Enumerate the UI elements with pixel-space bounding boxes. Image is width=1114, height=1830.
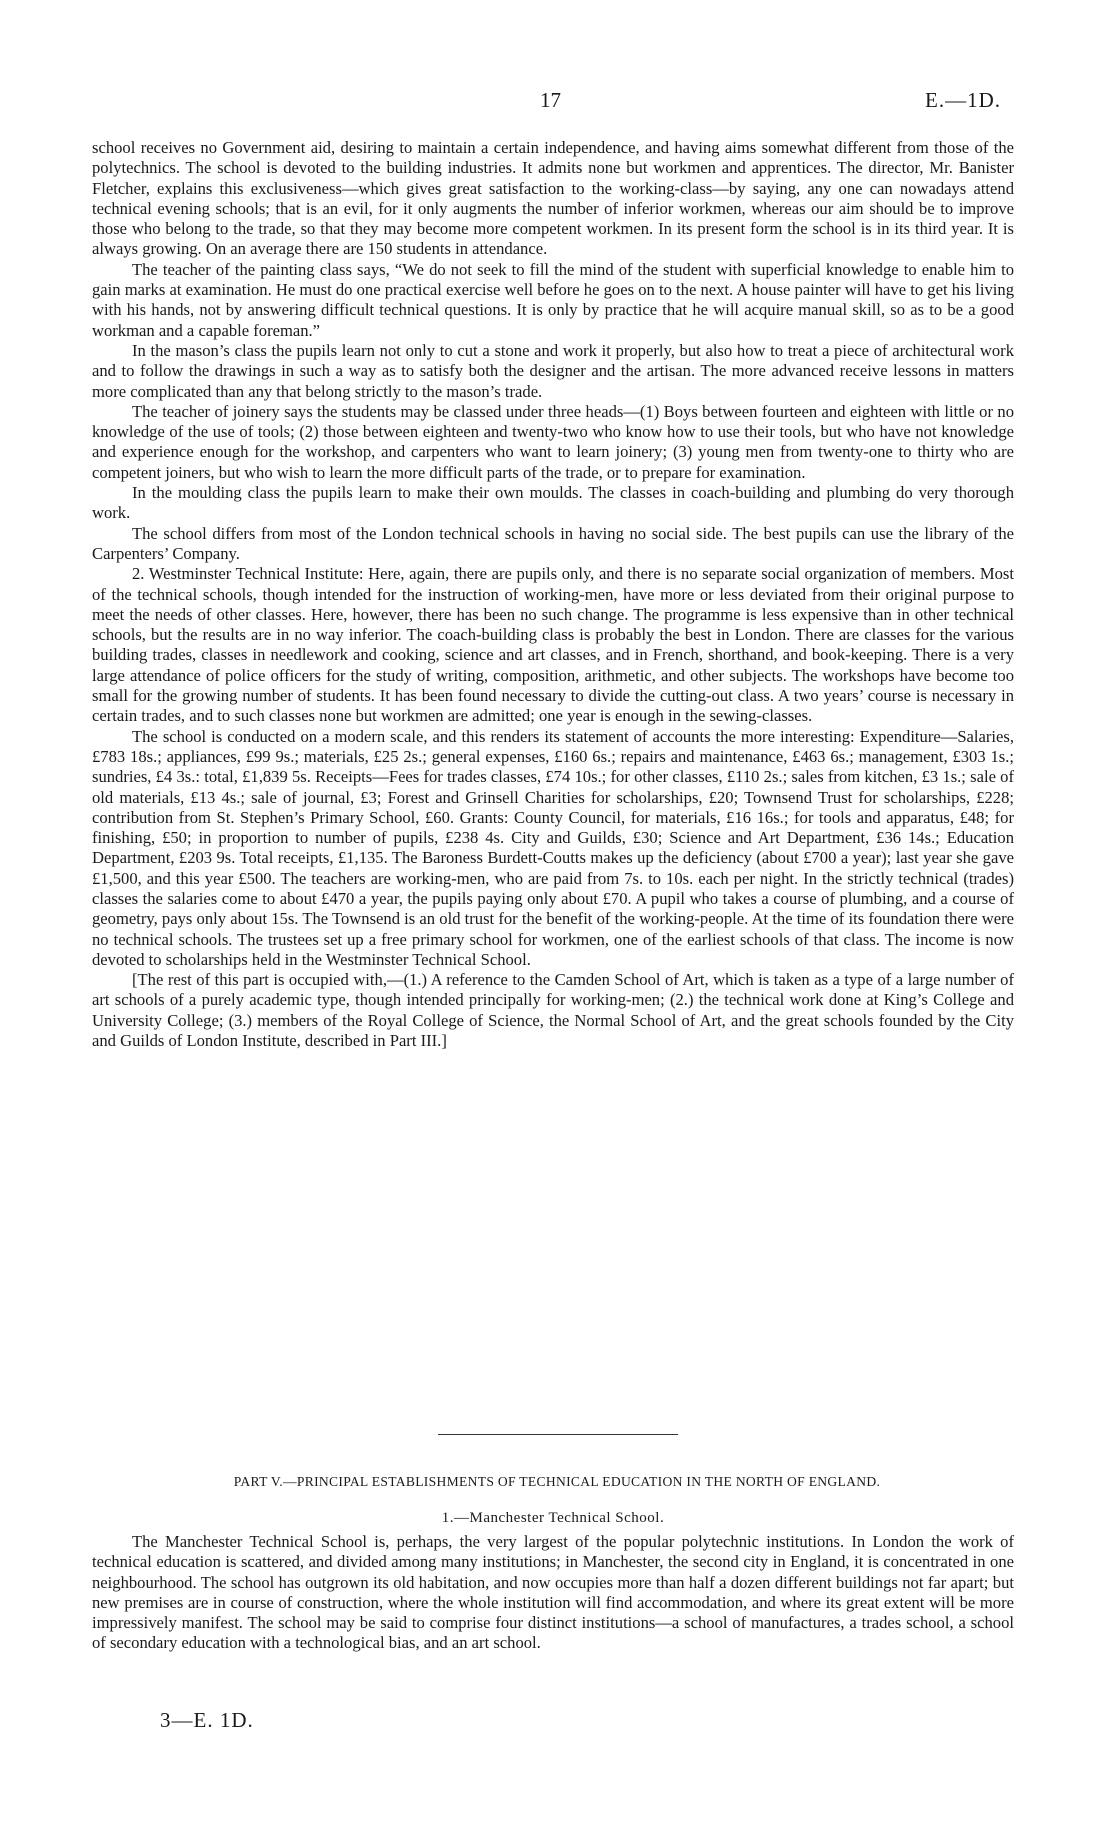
- paragraph: In the mason’s class the pupils learn not only to cut a stone and work it properly, but also how to treat a piece of architectural work and to follow the drawings in such a way as to satisfy both the designer and the artisan. The more advanced receive lessons in matters more complicated than any that belong strictly to the mason’s trade.: [92, 340, 1014, 401]
- paragraph: The school is conducted on a modern scale, and this renders its statement of accounts the more interesting: Expenditure—Salaries, £783 18s.; appliances, £99 9s.; materials, £25 2s.; general expenses, £160 6s.; repairs and maintenance, £463 6s.; management, £303 1s.; sundries, £4 3s.: total, £1,839 5s. Receipts—Fees for trades classes, £74 10s.; for other classes, £110 2s.; sales from kitchen, £3 1s.; sale of old materials, £13 4s.; sale of journal, £3; Forest and Grinsell Charities for scholarships, £20; Townsend Trust for scholarships, £228; contribution from St. Stephen’s Primary School, £60. Grants: County Council, for materials, £16 16s.; for tools and apparatus, £48; for finishing, £50; in proportion to number of pupils, £238 4s. City and Guilds, £30; Science and Art Department, £36 14s.; Education Department, £203 9s. Total receipts, £1,135. The Baroness Burdett-Coutts makes up the deficiency (about £700 a year); last year she gave £1,500, and this year £500. The teachers are working-men, who are paid from 7s. to 10s. each per night. In the strictly technical (trades) classes the salaries come to about £470 a year, the pupils paying only about £70. A pupil who takes a course of plumbing, and a course of geometry, pays only about 15s. The Townsend is an old trust for the benefit of the working-people. At the time of its foundation there were no technical schools. The trustees set up a free primary school for workmen, one of the earliest schools of that class. The income is now devoted to scholarships held in the Westminster Technical School.: [92, 726, 1014, 969]
- paragraph: school receives no Government aid, desiring to maintain a certain independence, and having aims somewhat different from those of the polytechnics. The school is devoted to the building industries. It admits none but workmen and apprentices. The director, Mr. Banister Fletcher, explains this exclusiveness—which gives great satisfaction to the working-class—by saying, any one can nowadays attend technical evening schools; that is an evil, for it only augments the number of inferior workmen, whereas our aim should be to improve those who belong to the trade, so that they may become more competent workmen. In its present form the school is in its third year. It is always growing. On an average there are 150 students in attendance.: [92, 138, 1014, 259]
- section-divider: [438, 1434, 678, 1435]
- section-heading: 1.—Manchester Technical School.: [441, 1510, 665, 1526]
- paragraph: The school differs from most of the London technical schools in having no social side. The best pupils can use the library of the Carpenters’ Company.: [92, 523, 1014, 563]
- body-text: [92, 138, 1014, 1051]
- paragraph: The Manchester Technical School is, perhaps, the very largest of the popular polytechnic institutions. In London the work of technical education is scattered, and divided among many institutions; in Manchester, the second city in England, it is concentrated in one neighbourhood. The school has outgrown its old habitation, and now occupies more than half a dozen different buildings not far apart; but new premises are in course of construction, where the whole institution will find accommodation, and where its great extent will be more impressively manifest. The school may be said to comprise four distinct institutions—a school of manufactures, a trades school, a school of secondary education with a technological bias, and an art school.: [92, 1532, 1014, 1653]
- printer-signature: 3—E. 1D.: [160, 1708, 254, 1732]
- paragraph: The teacher of the painting class says, “We do not seek to fill the mind of the student with superficial knowledge to enable him to gain marks at examination. He must do one practical exercise well before he goes on to the next. A house painter will have to get his living with his hands, not by answering difficult technical questions. It is only by practice that he will acquire manual skill, so as to be a good workman and a capable foreman.”: [92, 259, 1014, 340]
- part-heading: PART V.—PRINCIPAL ESTABLISHMENTS OF TECHNICAL EDUCATION IN THE NORTH OF ENGLAND.: [233, 1474, 881, 1489]
- page-number: 17: [540, 88, 561, 112]
- paragraph: 2. Westminster Technical Institute: Here, again, there are pupils only, and there is no separate social organization of members. Most of the technical schools, though intended for the instruction of working-men, have more or less deviated from their original purpose to meet the needs of other classes. Here, however, there has been no such change. The programme is less expensive than in other technical schools, but the results are in no way inferior. The coach-building class is probably the best in London. There are classes for the various building trades, classes in needlework and cooking, science and art classes, and in French, shorthand, and book-keeping. There is a very large attendance of police officers for the study of writing, composition, arithmetic, and other subjects. The workshops have become too small for the growing number of students. It has been found necessary to divide the cutting-out class. A two years’ course is necessary in certain trades, and to such classes none but workmen are admitted; one year is enough in the sewing-classes.: [92, 564, 1014, 726]
- paragraph: In the moulding class the pupils learn to make their own moulds. The classes in coach-building and plumbing do very thorough work.: [92, 483, 1014, 523]
- page-reference: E.—1D.: [925, 88, 1001, 112]
- paragraph: The teacher of joinery says the students may be classed under three heads—(1) Boys between fourteen and eighteen with little or no knowledge of the use of tools; (2) those between eighteen and twenty-two who know how to use their tools, but who have not knowledge and experience enough for the workshop, and carpenters who want to learn joinery; (3) young men from twenty-one to thirty who are competent joiners, but who wish to learn the more difficult parts of the trade, or to prepare for examination.: [92, 401, 1014, 482]
- paragraph: [The rest of this part is occupied with,—(1.) A reference to the Camden School of Art, which is taken as a type of a large number of art schools of a purely academic type, though intended principally for working-men; (2.) the technical work done at King’s College and University College; (3.) members of the Royal College of Science, the Normal School of Art, and the great schools founded by the City and Guilds of London Institute, described in Part III.]: [92, 970, 1014, 1051]
- part-v-body: [92, 1532, 1014, 1654]
